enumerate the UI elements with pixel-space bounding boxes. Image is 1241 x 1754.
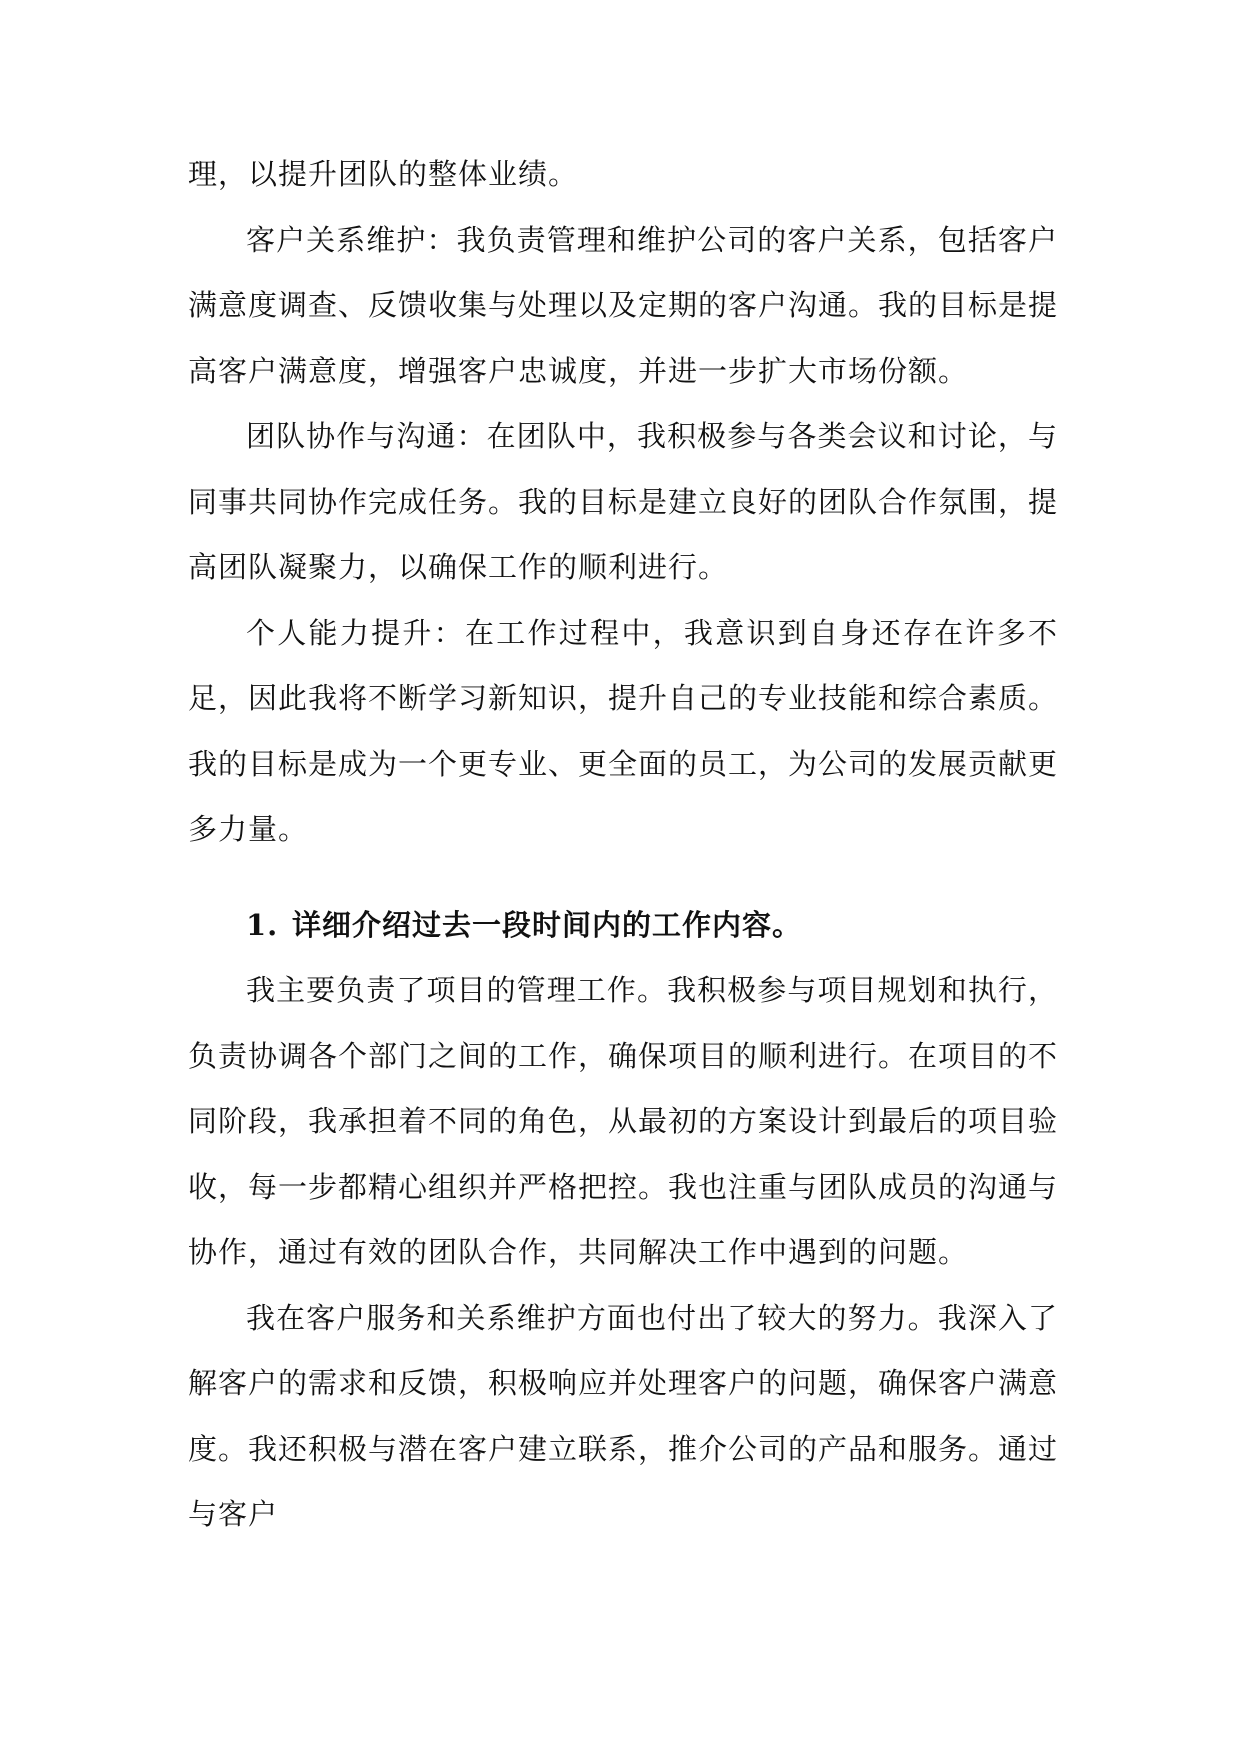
- document-body: [188, 142, 1058, 1548]
- section-heading-number: 1.: [246, 907, 279, 942]
- paragraph-personal-growth: 个人能力提升：在工作过程中，我意识到自身还存在许多不足，因此我将不断学习新知识，提升自己的专业技能和综合素质。我的目标是成为一个更专业、更全面的员工，为公司的发展贡献更多力量。: [188, 615, 1059, 846]
- paragraph-team-collaboration: 团队协作与沟通：在团队中，我积极参与各类会议和讨论，与同事共同协作完成任务。我的目标是建立良好的团队合作氛围，提高团队凝聚力，以确保工作的顺利进行。: [188, 419, 1059, 584]
- paragraph-project-management: 我主要负责了项目的管理工作。我积极参与项目规划和执行，负责协调各个部门之间的工作，确保项目的顺利进行。在项目的不同阶段，我承担着不同的角色，从最初的方案设计到最后的项目验收，每一步都精心组织并严格把控。我也注重与团队成员的沟通与协作，通过有效的团队合作，共同解决工作中遇到的问题。: [188, 973, 1059, 1269]
- paragraph-customer-relations: 客户关系维护：我负责管理和维护公司的客户关系，包括客户满意度调查、反馈收集与处理以及定期的客户沟通。我的目标是提高客户满意度，增强客户忠诚度，并进一步扩大市场份额。: [188, 222, 1059, 388]
- section-heading-text: 详细介绍过去一段时间内的工作内容。: [292, 907, 803, 942]
- section-heading: [188, 893, 1058, 959]
- paragraph-continuation: 理，以提升团队的整体业绩。: [188, 157, 579, 191]
- paragraph-customer-service: 我在客户服务和关系维护方面也付出了较大的努力。我深入了解客户的需求和反馈，积极响应并处理客户的问题，确保客户满意度。我还积极与潜在客户建立联系，推介公司的产品和服务。通过与客户: [188, 1300, 1059, 1531]
